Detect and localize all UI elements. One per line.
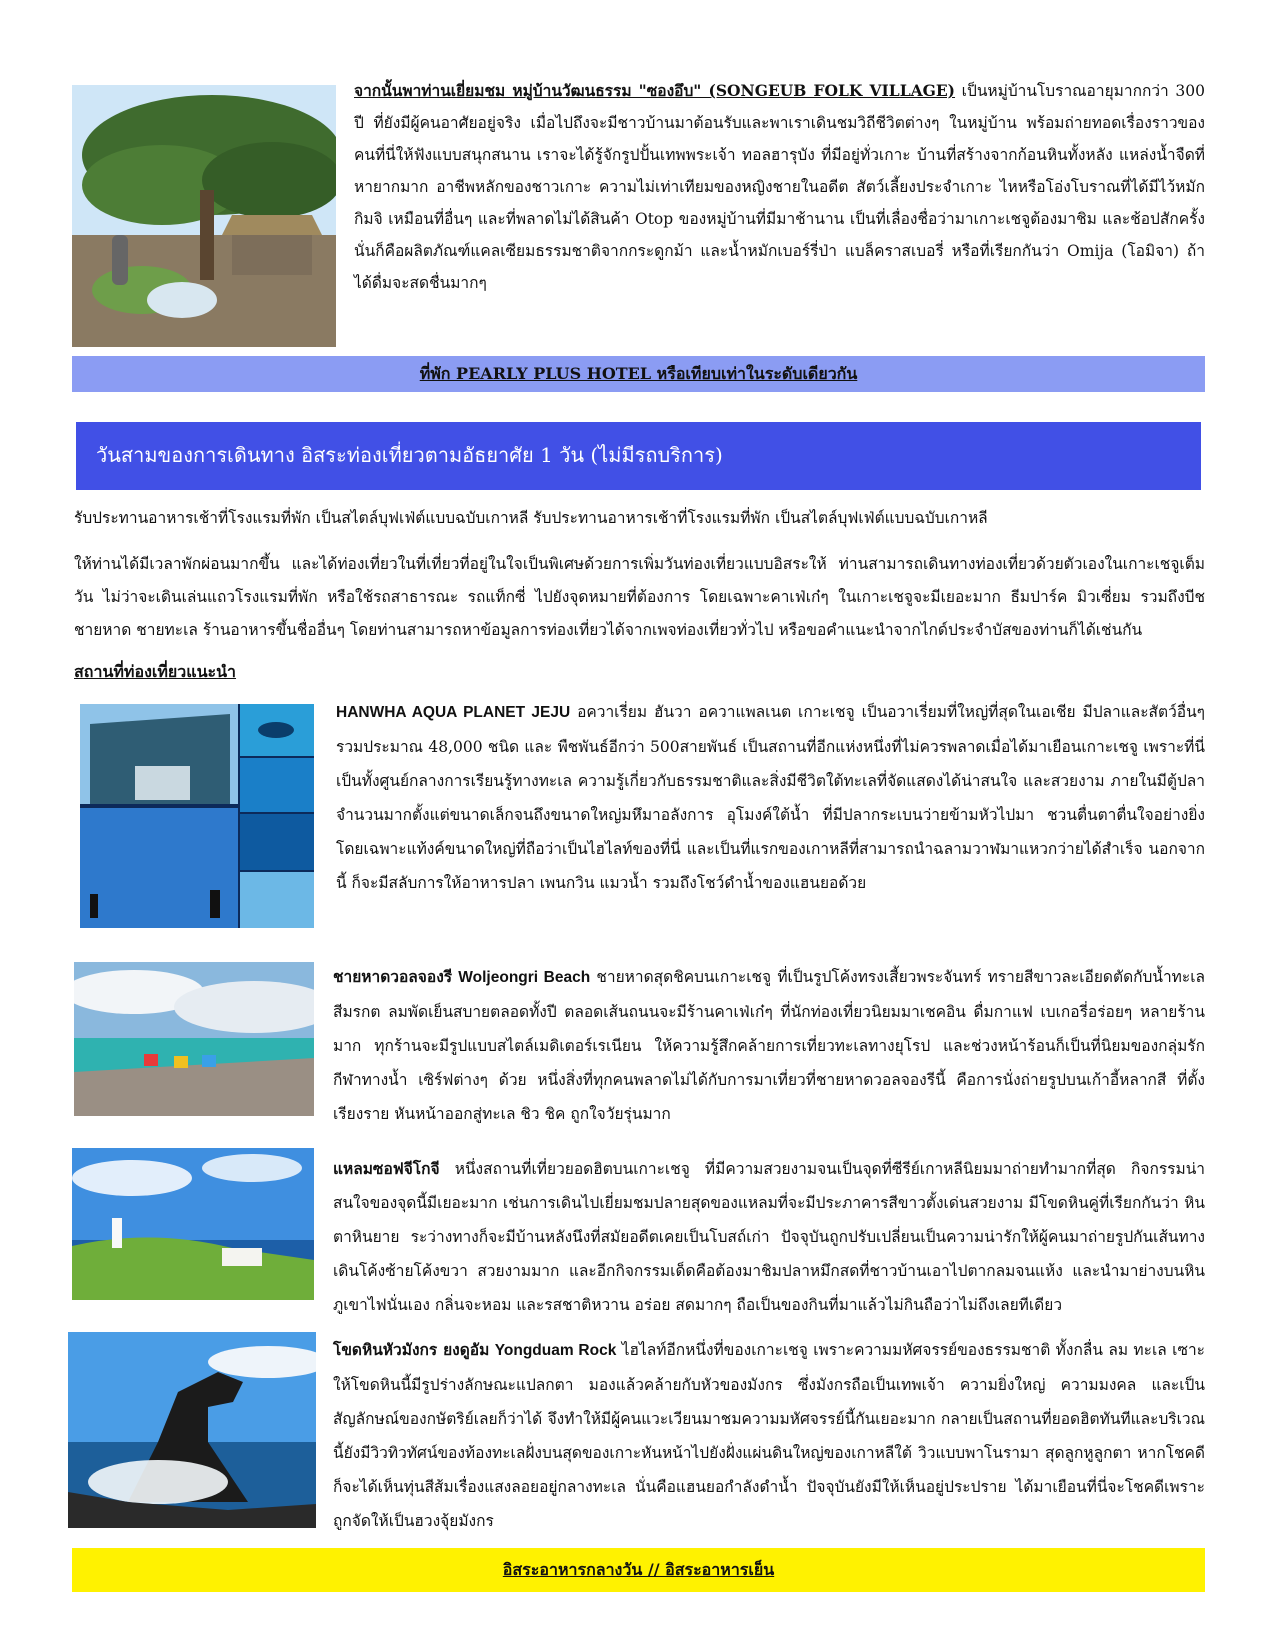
breakfast-paragraph: รับประทานอาหารเช้าที่โรงแรมที่พัก เป็นสไตล์บุฟเฟ่ต์แบบฉบับเกาหลี รับประทานอาหารเช้าที่โรงแรมที่พัก เป็นสไตล์บุฟเฟ่ต์แบบฉบับเกาหลี xyxy=(74,509,988,527)
cape-title: แหลมซอฟจีโกจี xyxy=(333,1159,440,1178)
recommend-heading: สถานที่ท่องเที่ยวแนะนำ xyxy=(74,662,237,681)
meal-band-text: อิสระอาหารกลางวัน // อิสระอาหารเย็น xyxy=(502,1560,775,1579)
day3-title: วันสามของการเดินทาง อิสระท่องเที่ยวตามอัธยาศัย 1 วัน (ไม่มีรถบริการ) xyxy=(96,443,723,467)
cape-body: หนึ่งสถานที่เที่ยวยอดฮิตบนเกาะเชจู ที่มีความสวยงามจนเป็นจุดที่ซีรีย์เกาหลีนิยมมาถ่ายทำมากที่สุด กิจกรรมน่าสนใจของจุดนี้มีเยอะมาก เช่นการเดินไปเยี่ยมชมปลายสุดของแหลมที่จะมีประภาคารสีขาวตั้งเด่นสวยงาม มีโขดหินคู่ที่เรียกกันว่า หินตาหินยาย ระว่างทางก็จะมีบ้านหลังนึงที่สมัยอดีตเคยเป็นโบสถ์เก่า ปัจจุบันถูกปรับเปลี่ยนเป็นความน่ารักให้ผู้คนมาถ่ายรูปกันเส้นทางเดินโค้งซ้ายโค้งขวา สวยงามมาก และอีกกิจกรรมเด็ดคือต้องมาชิมปลาหมึกสดที่ชาวบ้านเอาไปตากลมจนแห้ง และนำมาย่างบนหินภูเขาไฟนั่นเอง กลิ่นจะหอม และรสชาติหวาน อร่อย สดมากๆ ถือเป็นของกินที่มาแล้วไม่กินถือว่าไม่ถึงเลยทีเดียว xyxy=(333,1160,1205,1314)
cape-paragraph xyxy=(333,1152,1205,1322)
village-body: เป็นหมู่บ้านโบราณอายุมากกว่า 300 ปี ที่ยังมีผู้คนอาศัยอยู่จริง เมื่อไปถึงจะมีชาวบ้านมาต้อนรับและพาเราเดินชมวิถีชีวิตต่างๆ ในหมู่บ้าน พร้อมถ่ายทอดเรื่องราวของคนที่นี่ให้ฟังแบบสนุกสนาน เราจะได้รู้จักรูปปั้นเทพพระเจ้า ทอลฮารุบัง ที่มีอยู่ทั่วเกาะ บ้านที่สร้างจากก้อนหินทั้งหลัง แหล่งน้ำจืดที่หายากมาก อาชีพหลักของชาวเกาะ ความไม่เท่าเทียมของหญิงชายในอดีต สัตว์เลี้ยงประจำเกาะ ไหหรือโอ่งโบราณที่ได้มีไว้หมักกิมจิ เหมือนที่อื่นๆ และที่พลาดไม่ได้สินค้า Otop ของหมู่บ้านที่มีมาช้านาน เป็นที่เลื่องชื่อว่ามาเกาะเชจูต้องมาชิม และช้อปสักครั้ง นั่นก็คือผลิตภัณฑ์แคลเซียมธรรมชาติจากกระดูกม้า และน้ำหมักเบอร์รี่ป่า แบล็คราสเบอรี่ หรือที่เรียกกันว่า Omija (โอมิจา) ถ้าได้ดื่มจะสดชื่นมากๆ xyxy=(354,82,1205,292)
village-paragraph xyxy=(354,75,1205,299)
beach-photo xyxy=(74,962,314,1116)
village-title: จากนั้นพาท่านเยี่ยมชม หมู่บ้านวัฒนธรรม "ซองอึบ" (SONGEUB FOLK VILLAGE) xyxy=(354,81,956,100)
hotel-band-text: ที่พัก PEARLY PLUS HOTEL หรือเทียบเท่าในระดับเดียวกัน xyxy=(419,364,858,383)
rock-title-th: โขดหินหัวมังกร ยงดูอัม xyxy=(333,1340,490,1359)
beach-body: ชายหาดสุดชิคบนเกาะเชจู ที่เป็นรูปโค้งทรงเสี้ยวพระจันทร์ ทรายสีขาวละเอียดตัดกับน้ำทะเลสีมรกต ลมพัดเย็นสบายตลอดทั้งปี ตลอดเส้นถนนจะมีร้านคาเฟ่เก๋ๆ ที่นักท่องเที่ยวนิยมมาเชคอิน ดื่มกาแฟ เบเกอรี่อร่อยๆ หลายร้านมาก ทุกร้านจะมีรูปแบบสไตล์เมดิเตอร์เรเนียน ให้ความรู้สึกคล้ายการเที่ยวทะเลทางยุโรป และช่วงหน้าร้อนก็เป็นที่นิยมของกลุ่มรักกีฬาทางน้ำ เซิร์ฟต่างๆ ด้วย หนึ่งสิ่งที่ทุกคนพลาดไม่ได้กับการมาเที่ยวที่ชายหาดวอลจองรีนี้ คือการนั่งถ่ายรูปบนเก้าอี้หลากสี ที่ตั้งเรียงราย หันหน้าออกสู่ทะเล ชิว ชิค ถูกใจวัยรุ่นมาก xyxy=(333,968,1205,1123)
rock-title-en: Yongduam Rock xyxy=(494,1342,617,1359)
aqua-title: HANWHA AQUA PLANET JEJU xyxy=(336,704,571,721)
rock-paragraph xyxy=(333,1333,1205,1538)
day3-header xyxy=(76,422,1201,490)
beach-paragraph xyxy=(333,960,1205,1131)
cape-photo xyxy=(72,1148,314,1300)
village-photo xyxy=(72,85,336,347)
beach-title-th: ชายหาดวอลจองรี xyxy=(333,967,453,986)
aqua-body: อควาเรี่ยม ฮันวา อควาแพลเนต เกาะเชจู เป็นอวาเรี่ยมที่ใหญ่ที่สุดในเอเชีย มีปลาและสัตว์อื่นๆรวมประมาณ 48,000 ชนิด และ พืชพันธ์อีกว่า 500สายพันธ์ เป็นสถานที่อีกแห่งหนึ่งที่ไม่ควรพลาดเมื่อได้มาเยือนเกาะเชจู เพราะที่นี่เป็นทั้งศูนย์กลางการเรียนรู้ทางทะเล ความรู้เกี่ยวกับธรรมชาติและสิ่งมีชีวิตใต้ทะเลที่จัดแสดงได้น่าสนใจ และสวยงาม ภายในมีตู้ปลาจำนวนมากตั้งแต่ขนาดเล็กจนถึงขนาดใหญ่มหึมาอลังการ อุโมงค์ใต้น้ำ ที่มีปลากระเบนว่ายข้ามหัวไปมา ชวนตื่นตาตื่นใจอย่างยิ่ง โดยเฉพาะแท้งค์ขนาดใหญ่ที่ถือว่าเป็นไฮไลท์ของที่นี่ และเป็นที่แรกของเกาหลีที่สามารถนำฉลามวาฬมาแหวกว่ายได้สำเร็จ นอกจากนี้ ก็จะมีสลับการให้อาหารปลา เพนกวิน แมวน้ำ รวมถึงโชว์ดำน้ำของแฮนยอด้วย xyxy=(336,703,1206,892)
meal-band xyxy=(72,1548,1205,1592)
hotel-band xyxy=(72,356,1205,392)
aqua-photo xyxy=(80,704,314,928)
beach-title-en: Woljeongri Beach xyxy=(458,969,591,986)
rock-photo xyxy=(68,1332,316,1528)
rock-body: ไฮไลท์อีกหนึ่งที่ของเกาะเชจู เพราะความมหัศจรรย์ของธรรมชาติ ทั้งกลื่น ลม ทะเล เซาะให้โขดหินนี้มีรูปร่างลักษณะแปลกตา มองแล้วคล้ายกับหัวของมังกร ซึ่งมังกรถือเป็นเทพเจ้า ความยิ่งใหญ่ ความมงคล และเป็นสัญลักษณ์ของกษัตริย์เลยก็ว่าได้ จึงทำให้มีผู้คนแวะเวียนมาชมความมหัศจรรย์นี้กันเยอะมาก กลายเป็นสถานที่ยอดฮิตทันทีและบริเวณนี้ยังมีวิวทิวทัศน์ของท้องทะเลฝั่งบนสุดของเกาะหันหน้าไปยังฝั่งแผ่นดินใหญ่ของเกาหลีใต้ วิวแบบพาโนรามา สุดลูกหูลูกตา หากโชคดีก็จะได้เห็นทุ่นสีส้มเรื่องแสงลอยอยู่กลางทะเล นั่นคือแฮนยอกำลังดำน้ำ ปัจจุบันยังมีให้เห็นอยู่ประปราย ได้มาเยือนที่นี่จะโชคดีเพราะถูกจัดให้เป็นฮวงจุ้ยมังกร xyxy=(333,1341,1206,1530)
aqua-paragraph xyxy=(336,695,1205,900)
free-day-paragraph: ให้ท่านได้มีเวลาพักผ่อนมากขึ้น และได้ท่องเที่ยวในที่เที่ยวที่อยู่ในใจเป็นพิเศษด้วยการเพิ่มวันท่องเที่ยวแบบอิสระให้ ท่านสามารถเดินทางท่องเที่ยวด้วยตัวเองในเกาะเชจูเต็มวัน ไม่ว่าจะเดินเล่นแถวโรงแรมที่พัก หรือใช้รถสาธารณะ รถแท็กซี่ ไปยังจุดหมายที่ต้องการ โดยเฉพาะคาเฟ่เก๋ๆ ในเกาะเชจูจะมีเยอะมาก ธีมปาร์ค มิวเซี่ยม รวมถึงบีช ชายหาด ชายทะเล ร้านอาหารขึ้นชื่ออื่นๆ โดยท่านสามารถหาข้อมูลการท่องเที่ยวได้จากเพจท่องเที่ยวทั่วไป หรือขอคำแนะนำจากไกด์ประจำบัสของท่านก็ได้เช่นกัน xyxy=(74,555,1205,639)
